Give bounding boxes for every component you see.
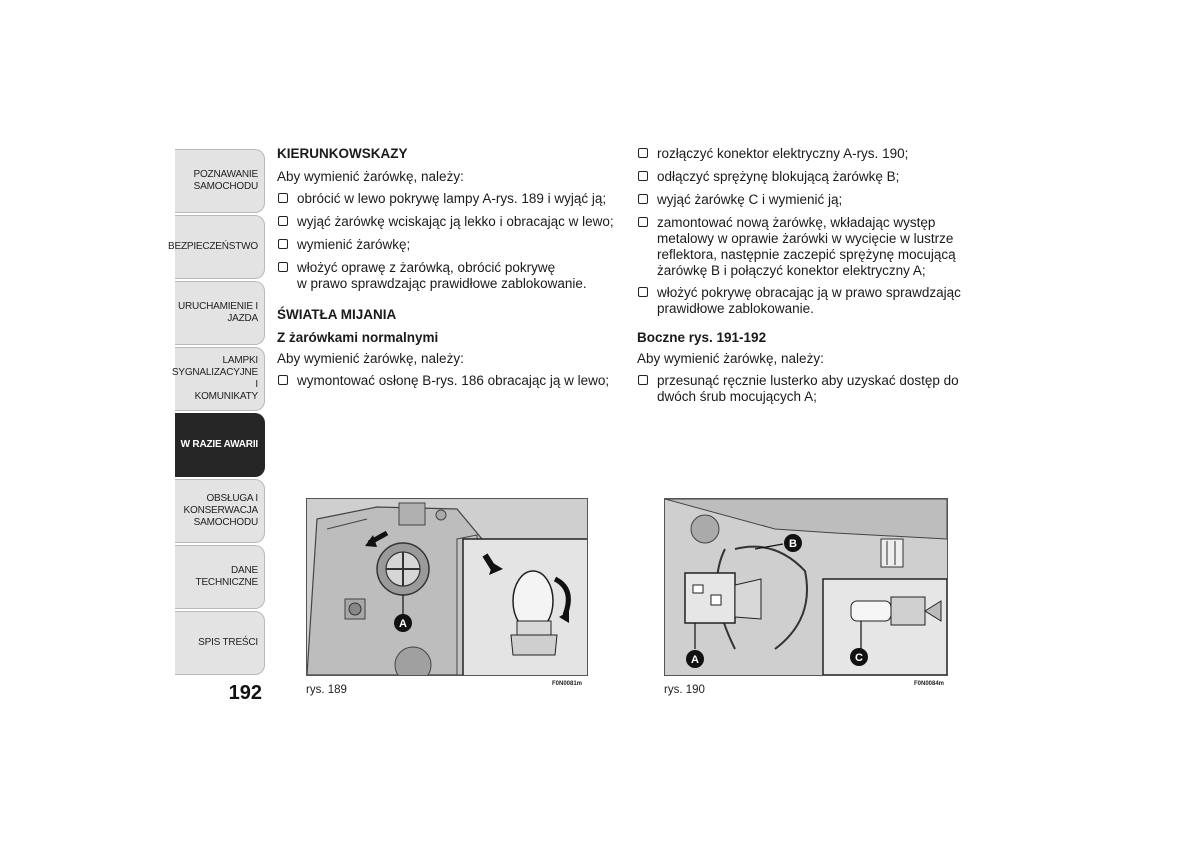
list-item: wyjąć żarówkę wciskając ją lekko i obracając w lewo;	[277, 214, 617, 230]
headlamp-connector-drawing	[665, 499, 947, 675]
callout-a: A	[691, 654, 699, 666]
tab-dane-techniczne[interactable]: DANE TECHNICZNE	[175, 545, 265, 609]
tab-w-razie-awarii[interactable]: W RAZIE AWARII	[175, 413, 265, 477]
figure-190-code: F0N0084m	[914, 681, 945, 687]
list-item: rozłączyć konektor elektryczny A-rys. 190;	[637, 146, 967, 162]
tab-bezpieczenstwo[interactable]: BEZPIECZEŃSTWO	[175, 215, 265, 279]
figure-190-illustration	[664, 498, 948, 676]
left-column	[277, 146, 617, 396]
list-item: przesunąć ręcznie lusterko aby uzyskać dostęp do dwóch śrub mocujących A;	[637, 373, 967, 405]
intro-text: Aby wymienić żarówkę, należy:	[637, 351, 824, 366]
tab-spis-tresci[interactable]: SPIS TREŚCI	[175, 611, 265, 675]
list-item: włożyć oprawę z żarówką, obrócić pokrywę w prawo sprawdzając prawidłowe zablokowanie.	[277, 260, 617, 292]
callout-a: A	[399, 618, 407, 630]
list-item: odłączyć sprężynę blokującą żarówkę B;	[637, 169, 967, 185]
list-item: wymontować osłonę B-rys. 186 obracając ją w lewo;	[277, 373, 617, 389]
list-item: włożyć pokrywę obracając ją w prawo sprawdzając prawidłowe zablokowanie.	[637, 285, 967, 317]
tab-obsluga-i-konserwacja[interactable]: OBSŁUGA I KONSERWACJA SAMOCHODU	[175, 479, 265, 543]
figure-190-caption: rys. 190	[664, 684, 705, 696]
tab-poznawanie-samochodu[interactable]: POZNAWANIE SAMOCHODU	[175, 149, 265, 213]
heading-kierunkowskazy: KIERUNKOWSKAZY	[277, 146, 408, 161]
list-item: wymienić żarówkę;	[277, 237, 617, 253]
subheading-boczne: Boczne rys. 191-192	[637, 330, 767, 345]
figure-189-caption: rys. 189	[306, 684, 347, 696]
subheading-normal-bulbs: Z żarówkami normalnymi	[277, 330, 439, 345]
callout-b: B	[789, 538, 797, 550]
heading-swiatla-mijania: ŚWIATŁA MIJANIA	[277, 307, 397, 322]
list-item: zamontować nową żarówkę, wkładając występ metalowy w oprawie żarówki w wycięcie w lustrze reflektora, następnie zaczepić sprężynę mocującą żarówkę B i połączyć konektor elektryczny A;	[637, 215, 967, 279]
figure-189-illustration	[306, 498, 588, 676]
callout-c: C	[855, 652, 863, 664]
intro-text: Aby wymienić żarówkę, należy:	[277, 169, 464, 184]
right-column	[637, 146, 967, 412]
intro-text: Aby wymienić żarówkę, należy:	[277, 351, 464, 366]
list-item: obrócić w lewo pokrywę lampy A-rys. 189 i wyjąć ją;	[277, 191, 617, 207]
list-item: wyjąć żarówkę C i wymienić ją;	[637, 192, 967, 208]
page-number: 192	[228, 682, 262, 704]
tab-uruchamienie-i-jazda[interactable]: URUCHAMIENIE I JAZDA	[175, 281, 265, 345]
tab-lampki-sygnalizacyjne[interactable]: LAMPKI SYGNALIZACYJNE I KOMUNIKATY	[175, 347, 265, 411]
figure-189-code: F0N0081m	[552, 681, 583, 687]
lamp-housing-drawing	[307, 499, 587, 675]
chapter-tabs	[168, 149, 265, 677]
